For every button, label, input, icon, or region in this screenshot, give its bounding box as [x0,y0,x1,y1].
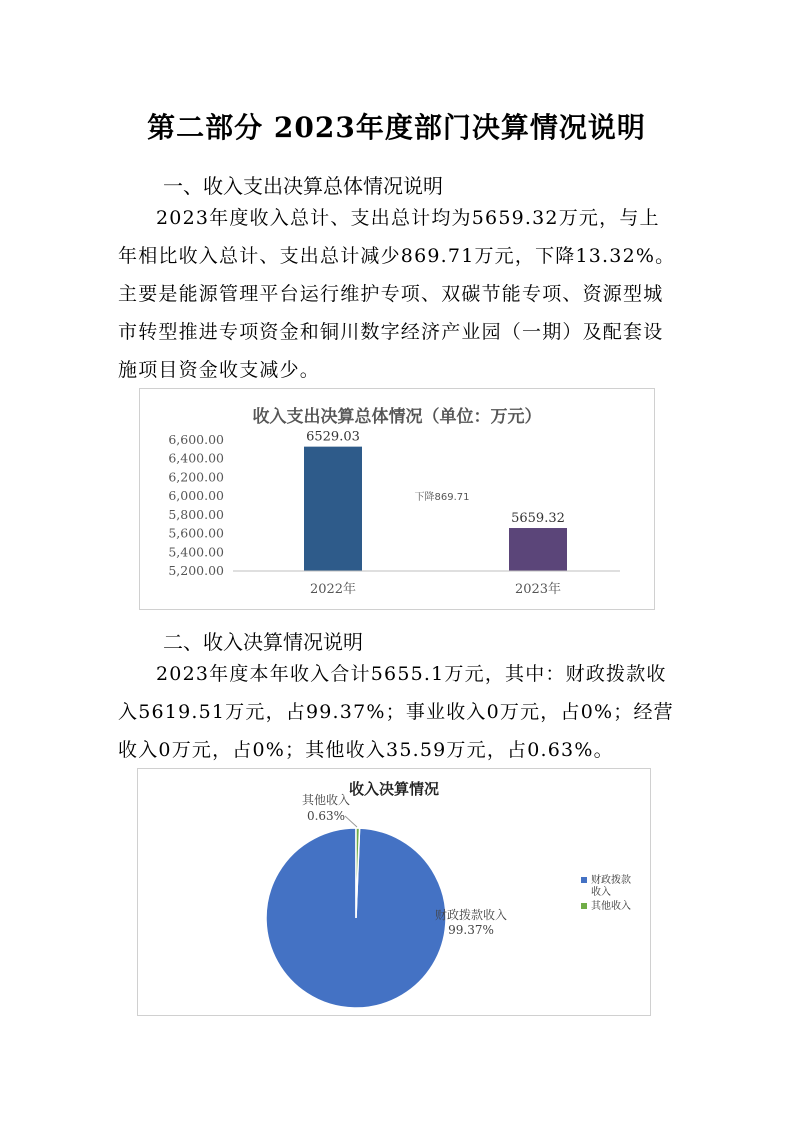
y-tick-label: 5,400.00 [168,544,224,560]
y-tick-label: 5,800.00 [168,506,224,522]
decline-annotation: 下降869.71 [414,492,470,503]
bar-value-label: 6529.03 [306,429,360,445]
bar-2022年 [304,447,362,571]
pie-label-value: 99.37% [448,923,494,937]
section-paragraph-income [118,655,678,769]
y-tick-label: 5,200.00 [168,563,224,578]
bar-chart [140,389,654,609]
y-tick-label: 5,600.00 [168,525,224,541]
pie-leader-line [345,816,357,827]
bar-chart-container [139,388,655,610]
pie-chart [138,769,650,1015]
y-tick-label: 6,000.00 [168,488,224,504]
bar-value-label: 5659.32 [511,511,565,527]
page-title: 第二部分 2023年度部门决算情况说明 [147,111,646,144]
legend-swatch [581,903,587,909]
pie-label-name: 财政拨款收入 [434,908,508,922]
section-heading-overall: 一、收入支出决算总体情况说明 [163,174,443,198]
pie-chart-container [137,768,651,1016]
y-tick-label: 6,600.00 [168,432,224,447]
section-paragraph-overall [118,199,678,389]
pie-label-name: 其他收入 [301,793,351,807]
x-tick-label: 2022年 [309,582,357,597]
pie-chart-title: 收入决算情况 [348,780,440,798]
paragraph-text: 2023年度收入总计、支出总计均为5659.32万元，与上年相比收入总计、支出总计减少869.71万元，下降13.32%。主要是能源管理平台运行维护专项、双碳节能专项、资源型城市转型推进专项资金和铜川数字经济产业园（一期）及配套设施项目资金收支减少。 [118,207,676,381]
y-tick-label: 6,200.00 [168,469,224,485]
x-tick-label: 2023年 [514,582,562,597]
y-tick-label: 6,400.00 [168,450,224,466]
bar-chart-title: 收入支出决算总体情况（单位：万元） [252,407,542,427]
legend-swatch [581,877,587,883]
section-heading-income: 二、收入决算情况说明 [163,630,363,654]
pie-label-value: 0.63% [306,809,346,823]
paragraph-text: 2023年度本年收入合计5655.1万元，其中：财政拨款收入5619.51万元，占99.37%；事业收入0万元，占0%；经营收入0万元，占0%；其他收入35.59万元，占0.63%。 [118,663,674,761]
legend-label: 其他收入 [591,901,631,912]
legend-label: 财政拨款收入 [591,875,631,898]
bar-2023年 [509,528,567,571]
